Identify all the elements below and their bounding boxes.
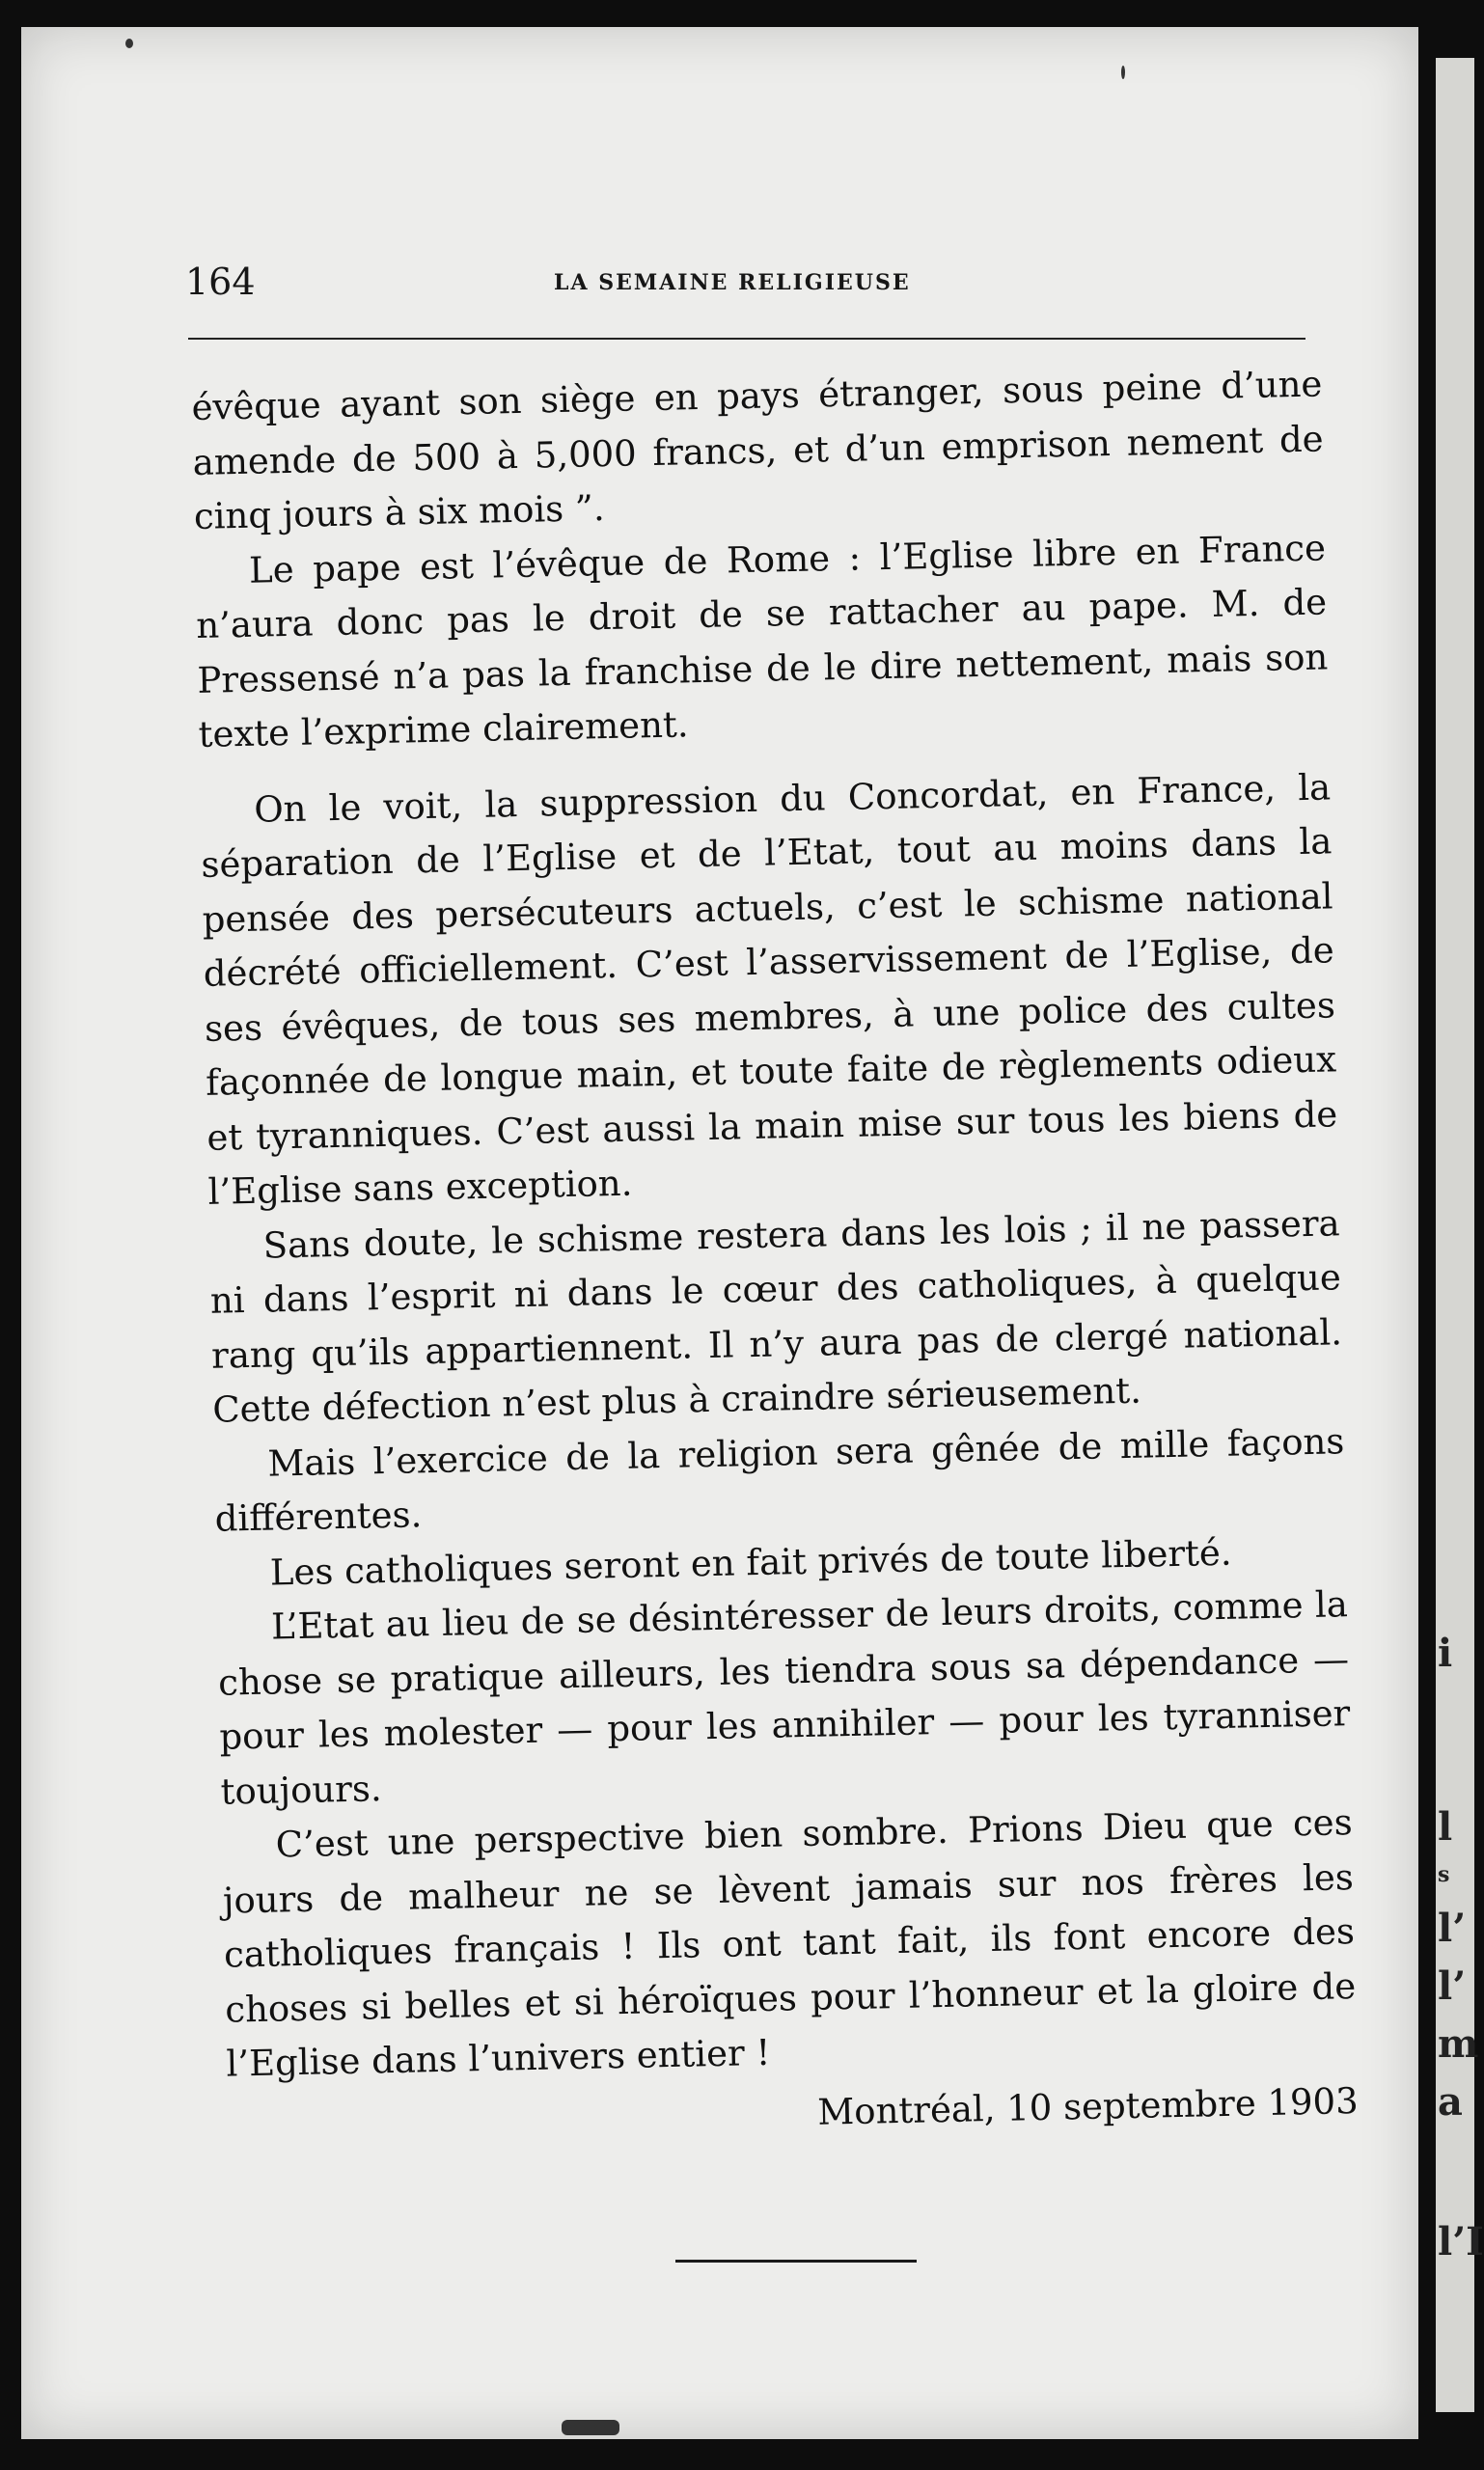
facing-page-fragment: a (1438, 2079, 1463, 2125)
header-rule (188, 338, 1305, 340)
article-body (191, 357, 1359, 2152)
signature-dateline: Montréal, 10 septembre 1903 (816, 2079, 1360, 2133)
paragraph: L’Etat au lieu de se désintéresser de leurs droits, comme la chose se pratique ailleurs, les tiendra sous sa dépendance — pour les molester — pour les annihiler — pour les tyranniser toujours. (217, 1583, 1351, 1813)
facing-page-fragment: m (1438, 2021, 1479, 2067)
facing-page-fragment: l (1438, 1804, 1453, 1850)
paragraph: Mais l’exercice de la religion sera gênée de mille façons différentes. (214, 1419, 1345, 1540)
paragraph: Les catholiques seront en fait privés de toute liberté. (269, 1531, 1232, 1594)
facing-page-edge (1436, 58, 1484, 2412)
running-title: LA SEMAINE RELIGIEUSE (554, 270, 911, 295)
paragraph: Le pape est l’évêque de Rome : l’Eglise libre en France n’aura donc pas le droit de se rattacher au pape. M. de Pressensé n’a pas la franchise de le dire nettement, mais son texte l’exprime clairement. (195, 526, 1329, 755)
facing-page-fragment: l’I (1438, 2219, 1484, 2264)
facing-page-fragment: i (1438, 1631, 1453, 1676)
paragraph: C’est une perspective bien sombre. Prions Dieu que ces jours de malheur ne se lèvent jamais sur nos frères les catholiques français ! Ils ont tant fait, ils font encore des choses si belles et si héroïques pour l’honneur et la gloire de l’Eglise dans l’univers entier ! (222, 1801, 1357, 2085)
end-rule (675, 2260, 917, 2263)
paragraph: évêque ayant son siège en pays étranger, sous peine d’une amende de 500 à 5,000 francs, et d’un emprison nement de cinq jours à six mois ”. (191, 363, 1324, 537)
facing-page-fragment: s (1438, 1862, 1450, 1887)
page-header (185, 261, 1303, 318)
paragraph: Sans doute, le schisme restera dans les lois ; il ne passera ni dans l’esprit ni dans le cœur des catholiques, à quelque rang qu’ils appartiennent. Il n’y aura pas de clergé national. Cette défection n’est plus à craindre sérieusement. (209, 1201, 1343, 1431)
dust-speck (562, 2420, 619, 2435)
page-number: 164 (185, 261, 256, 303)
paragraph: On le voit, la suppression du Concordat, en France, la séparation de l’Eglise et de l’Etat, tout au moins dans la pensée des persécuteurs actuels, c’est le schisme national décrété officiellement. C’est l’asservissement de l’Eglise, de ses évêques, de tous ses membres, à une police des cultes façonnée de longue main, et toute faite de règlements odieux et tyranniques. C’est aussi la main mise sur tous les biens de l’Eglise sans exception. (201, 765, 1338, 1213)
facing-page-fragment: l’ (1438, 1963, 1467, 2009)
dust-speck (1121, 66, 1125, 79)
dust-speck (125, 39, 133, 48)
facing-page-fragment: l’ (1438, 1906, 1467, 1951)
